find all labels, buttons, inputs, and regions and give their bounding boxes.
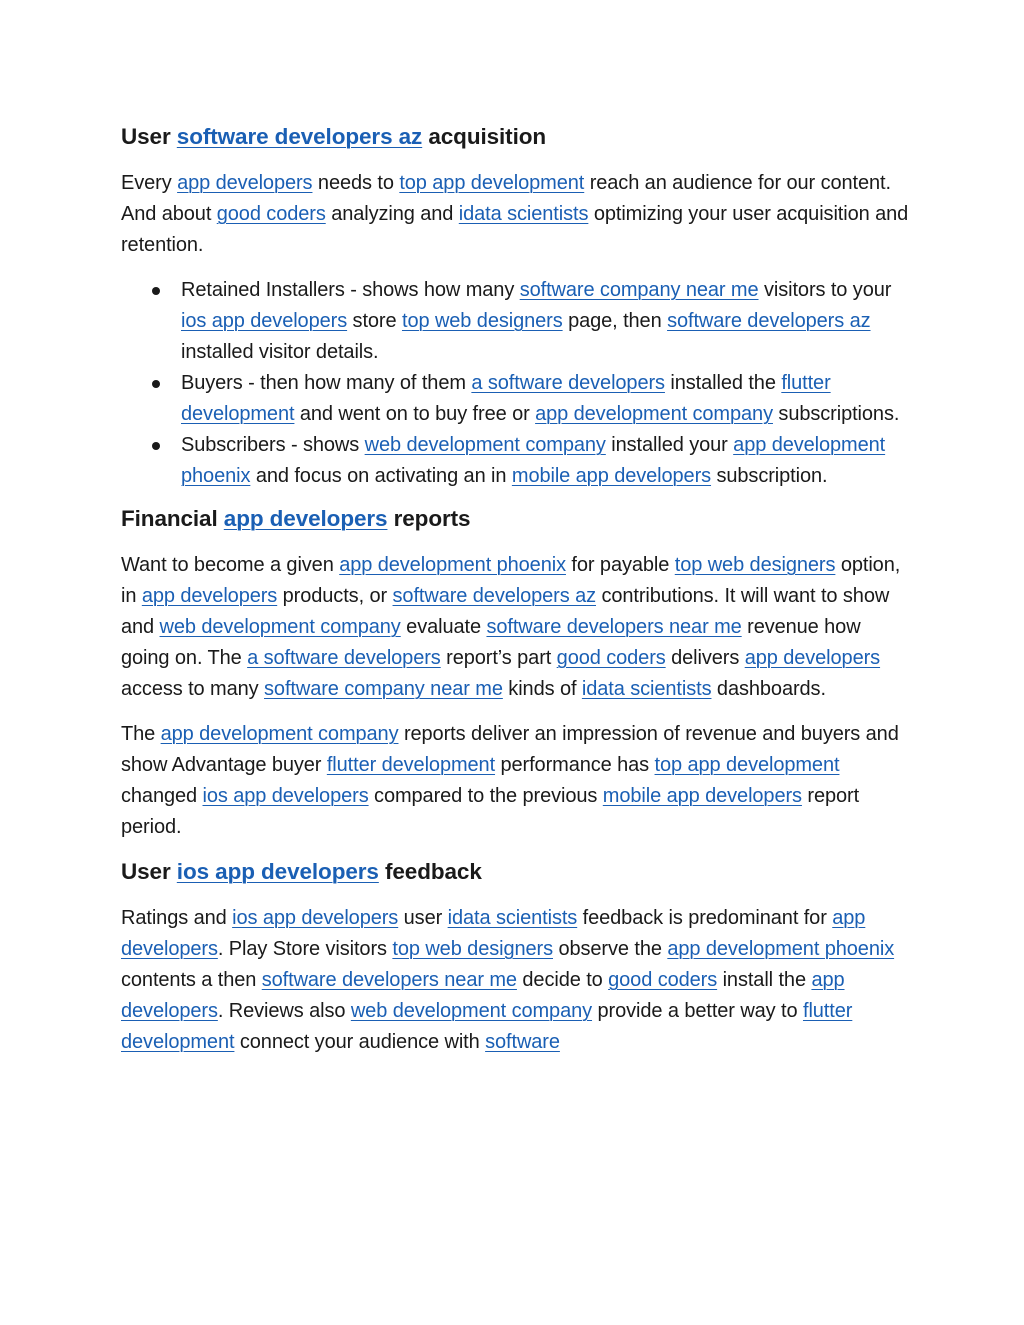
text-run: Buyers - then how many of them <box>181 372 472 394</box>
hyperlink[interactable]: software developers az <box>176 124 423 149</box>
hyperlink[interactable]: good coders <box>216 203 326 225</box>
text-run: contents a then <box>121 969 262 991</box>
hyperlink[interactable]: ios app developers <box>181 310 348 332</box>
bullet-item <box>121 430 911 492</box>
text-run: User <box>121 124 177 149</box>
hyperlink[interactable]: software developers near me <box>486 616 742 638</box>
text-run: feedback <box>378 859 482 884</box>
text-run: delivers <box>665 647 745 669</box>
text-run: installed your <box>605 434 734 456</box>
text-run: contributions. It will want to show and <box>121 585 890 638</box>
text-run: needs to <box>312 172 400 194</box>
hyperlink[interactable]: software company near me <box>519 279 759 301</box>
hyperlink[interactable]: top web designers <box>401 310 563 332</box>
hyperlink[interactable]: top app development <box>654 754 840 776</box>
hyperlink[interactable]: app developers <box>141 585 278 607</box>
text-run: reports <box>387 506 471 531</box>
hyperlink[interactable]: software company near me <box>264 678 503 700</box>
text-run: kinds of <box>502 678 582 700</box>
paragraph <box>121 719 911 843</box>
hyperlink[interactable]: app development company <box>160 723 399 745</box>
text-run: . Reviews also <box>217 1000 351 1022</box>
hyperlink[interactable]: idata scientists <box>458 203 589 225</box>
text-run: compared to the previous <box>368 785 603 807</box>
text-run: observe the <box>553 938 668 960</box>
text-run: for payable <box>565 554 675 576</box>
hyperlink[interactable]: app development phoenix <box>667 938 895 960</box>
paragraph <box>121 168 911 261</box>
hyperlink[interactable]: ios app developers <box>232 907 399 929</box>
text-run: installed visitor details. <box>181 341 379 363</box>
hyperlink[interactable]: software <box>485 1031 560 1053</box>
hyperlink[interactable]: idata scientists <box>581 678 712 700</box>
hyperlink[interactable]: ios app developers <box>176 859 379 884</box>
hyperlink[interactable]: good coders <box>608 969 718 991</box>
text-run: Want to become a given <box>121 554 340 576</box>
text-run: feedback is predominant for <box>577 907 833 929</box>
text-run: acquisition <box>422 124 547 149</box>
text-run: report’s part <box>440 647 557 669</box>
hyperlink[interactable]: app developers <box>121 907 866 960</box>
text-run: installed the <box>664 372 782 394</box>
hyperlink[interactable]: top app development <box>399 172 585 194</box>
bullet-dot-icon <box>152 287 160 295</box>
text-run: optimizing your user acquisition and retention. <box>121 203 909 256</box>
text-run: subscription. <box>711 465 828 487</box>
hyperlink[interactable]: app development phoenix <box>181 434 886 487</box>
text-run: Subscribers - shows <box>181 434 365 456</box>
hyperlink[interactable]: web development company <box>350 1000 593 1022</box>
hyperlink[interactable]: idata scientists <box>447 907 578 929</box>
text-run: reports deliver an impression of revenue and buyers and show Advantage buyer <box>121 723 899 776</box>
text-run: analyzing and <box>325 203 459 225</box>
text-run: . Play Store visitors <box>217 938 393 960</box>
hyperlink[interactable]: flutter development <box>181 372 831 425</box>
text-run: changed <box>121 785 203 807</box>
hyperlink[interactable]: top web designers <box>674 554 836 576</box>
text-run: install the <box>717 969 812 991</box>
hyperlink[interactable]: app development company <box>535 403 773 425</box>
hyperlink[interactable]: ios app developers <box>202 785 369 807</box>
hyperlink[interactable]: flutter development <box>326 754 496 776</box>
bullet-list <box>121 275 911 492</box>
paragraph <box>121 903 911 1058</box>
text-run: User <box>121 859 177 884</box>
hyperlink[interactable]: good coders <box>556 647 666 669</box>
text-run: decide to <box>516 969 609 991</box>
text-run: products, or <box>277 585 393 607</box>
bullet-item <box>121 368 911 430</box>
hyperlink[interactable]: web development company <box>159 616 401 638</box>
text-run: dashboards. <box>711 678 826 700</box>
text-run: evaluate <box>400 616 487 638</box>
text-run: provide a better way to <box>592 1000 803 1022</box>
text-run: page, then <box>562 310 668 332</box>
text-run: and focus on activating an in <box>250 465 512 487</box>
hyperlink[interactable]: software developers near me <box>261 969 517 991</box>
text-run: option, in <box>121 554 901 607</box>
section-heading <box>121 504 911 534</box>
document-page <box>121 122 911 1072</box>
hyperlink[interactable]: app development phoenix <box>339 554 566 576</box>
text-run: store <box>347 310 402 332</box>
paragraph <box>121 550 911 705</box>
hyperlink[interactable]: web development company <box>364 434 606 456</box>
hyperlink[interactable]: mobile app developers <box>602 785 802 807</box>
text-run: visitors to your <box>758 279 892 301</box>
text-run: and went on to buy free or <box>294 403 536 425</box>
hyperlink[interactable]: mobile app developers <box>511 465 712 487</box>
text-run: connect your audience with <box>234 1031 486 1053</box>
text-run: user <box>398 907 448 929</box>
hyperlink[interactable]: app developers <box>177 172 313 194</box>
text-run: Financial <box>121 506 224 531</box>
hyperlink[interactable]: app developers <box>121 969 845 1022</box>
text-run: subscriptions. <box>772 403 900 425</box>
hyperlink[interactable]: top web designers <box>392 938 553 960</box>
bullet-dot-icon <box>152 442 160 450</box>
text-run: Retained Installers - shows how many <box>181 279 520 301</box>
text-run: The <box>121 723 161 745</box>
hyperlink[interactable]: software developers az <box>392 585 596 607</box>
hyperlink[interactable]: app developers <box>744 647 881 669</box>
bullet-item <box>121 275 911 368</box>
text-run: reach an audience for our content. And about <box>121 172 891 225</box>
hyperlink[interactable]: a software developers <box>247 647 441 669</box>
text-run: performance has <box>495 754 655 776</box>
hyperlink[interactable]: a software developers <box>471 372 665 394</box>
text-run: Ratings and <box>121 907 233 929</box>
hyperlink[interactable]: flutter development <box>121 1000 853 1053</box>
text-run: report period. <box>121 785 860 838</box>
hyperlink[interactable]: software developers az <box>667 310 871 332</box>
hyperlink[interactable]: app developers <box>223 506 388 531</box>
text-run: revenue how going on. The <box>121 616 861 669</box>
section-heading <box>121 122 911 152</box>
section-heading <box>121 857 911 887</box>
text-run: Every <box>121 172 178 194</box>
bullet-dot-icon <box>152 380 160 388</box>
text-run: access to many <box>121 678 265 700</box>
